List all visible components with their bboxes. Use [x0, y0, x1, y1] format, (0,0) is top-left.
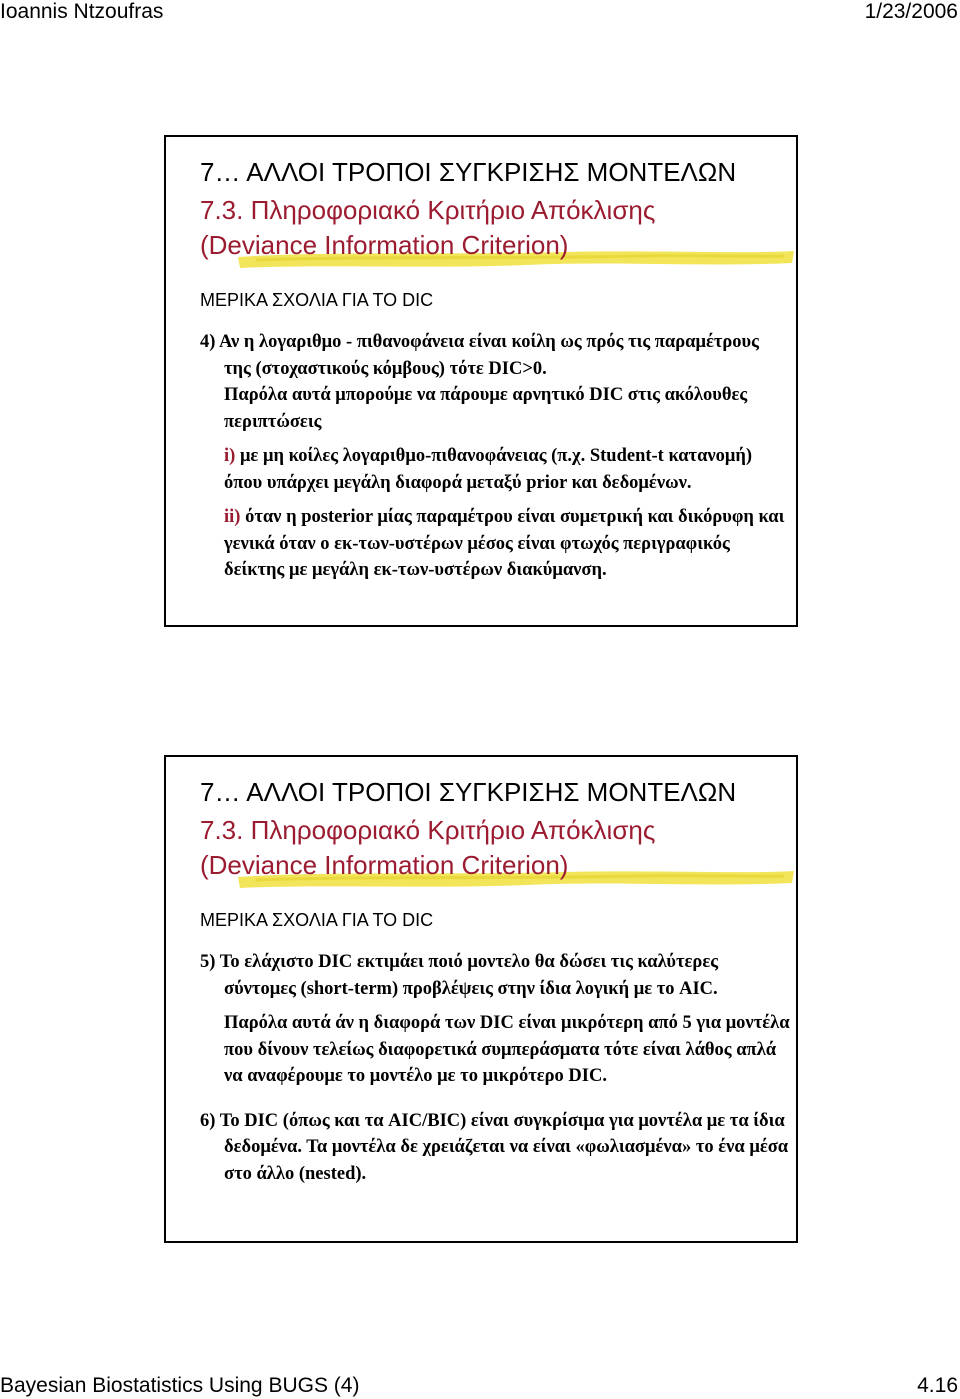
- case-i-marker: i): [224, 446, 236, 466]
- header-author: Ioannis Ntzoufras: [0, 0, 164, 23]
- slide-body: [200, 329, 790, 584]
- header-date: 1/23/2006: [864, 0, 958, 23]
- slide-title-line2: 7.3. Πληροφοριακό Κριτήριο Απόκλισης: [200, 815, 656, 845]
- case-i: [200, 443, 790, 496]
- slide-title-line3: (Deviance Information Criterion): [200, 850, 569, 880]
- slide-subtitle: ΜΕΡΙΚΑ ΣΧΟΛΙΑ ΓΙΑ ΤΟ DIC: [200, 290, 434, 310]
- case-ii-text: όταν η posterior μίας παραμέτρου είναι συμετρική και δικόρυφη και γενικά όταν ο εκ-των-υστέρων μέσος είναι φτωχός περιγραφικός δείκτης με μεγάλη εκ-των-υστέρων διακύμανση.: [224, 507, 785, 580]
- slide-2: [164, 755, 798, 1243]
- point-5-continuation: Παρόλα αυτά άν η διαφορά των DIC είναι μικρότερη από 5 για μοντέλα που δίνουν τελείως διαφορετικά συμπεράσματα τότε είναι λάθος απλά να αναφέρουμε το μοντέλο με το μικρότερο DIC.: [224, 1013, 790, 1086]
- point-5: 5) Το ελάχιστο DIC εκτιμάει ποιό μοντελο θα δώσει τις καλύτερες σύντομες (short-term) προβλέψεις στην ίδια λογική με το AIC.: [200, 952, 719, 999]
- footer-page-number: 4.16: [917, 1374, 958, 1397]
- slide-1: [164, 135, 798, 627]
- slide-title-line1: 7… ΑΛΛΟΙ ΤΡΟΠΟΙ ΣΥΓΚΡΙΣΗΣ ΜΟΝΤΕΛΩΝ: [200, 157, 737, 187]
- slide-title-line3: (Deviance Information Criterion): [200, 230, 569, 260]
- slide-body: [200, 949, 790, 1187]
- case-i-text: με μη κοίλες λογαριθμο-πιθανοφάνειας (π.χ. Student-t κατανομή) όπου υπάρχει μεγάλη διαφορά μεταξύ prior και δεδομένων.: [224, 446, 753, 493]
- footer-course-title: Bayesian Biostatistics Using BUGS (4): [0, 1374, 360, 1397]
- point-6: 6) Το DIC (όπως και τα AIC/BIC) είναι συγκρίσιμα για μοντέλα με τα ίδια δεδομένα. Τα μοντέλα δε χρειάζεται να είναι «φωλιασμένα» το ένα μέσα στο άλλο (nested).: [200, 1110, 789, 1184]
- case-ii-marker: ii): [224, 507, 241, 527]
- slide-subtitle: ΜΕΡΙΚΑ ΣΧΟΛΙΑ ΓΙΑ ΤΟ DIC: [200, 910, 434, 930]
- point-4-continuation: Παρόλα αυτά μπορούμε να πάρουμε αρνητικό DIC στις ακόλουθες περιπτώσεις: [224, 385, 748, 432]
- case-ii: [200, 504, 790, 584]
- slide-title-line2: 7.3. Πληροφοριακό Κριτήριο Απόκλισης: [200, 195, 656, 225]
- point-4: 4) Αν η λογαριθμο - πιθανοφάνεια είναι κοίλη ως πρός τις παραμέτρους της (στοχαστικούς κόμβους) τότε DIC>0.: [200, 332, 759, 379]
- slide-title-line1: 7… ΑΛΛΟΙ ΤΡΟΠΟΙ ΣΥΓΚΡΙΣΗΣ ΜΟΝΤΕΛΩΝ: [200, 777, 737, 807]
